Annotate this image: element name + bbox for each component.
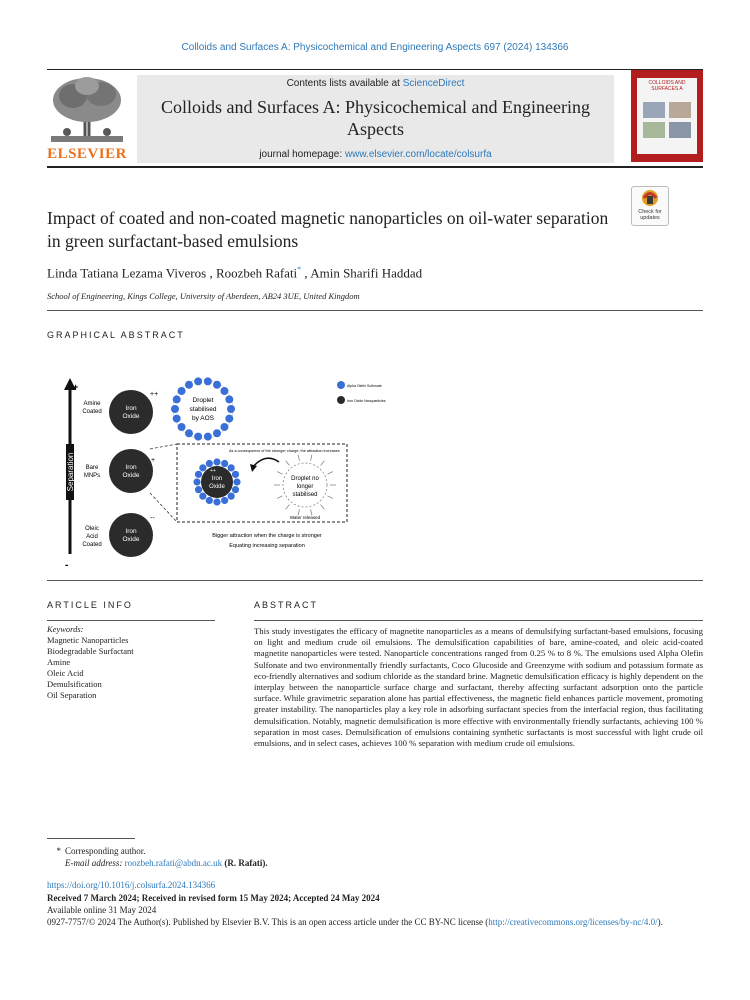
author-sep: , [304,265,311,281]
license-link[interactable]: http://creativecommons.org/licenses/by-nc/4.0/ [488,917,658,927]
aos-molecule [221,497,228,504]
journal-homepage-line [137,149,614,160]
corresponding-author-mark[interactable]: * [297,265,302,274]
particle-bare [109,449,155,493]
legend-iron-icon [337,396,345,404]
svg-text:longer: longer [296,484,314,490]
cover-title: COLLOIDS AND SURFACES A [648,80,686,92]
abstract-rule [254,620,703,621]
svg-text:stabilised: stabilised [292,492,318,498]
author-1[interactable]: Linda Tatiana Lezama Viveros [47,265,207,281]
article-history [47,893,380,916]
email-link[interactable]: roozbeh.rafati@abdn.ac.uk [124,858,223,868]
keywords-label: Keywords: [47,624,84,634]
svg-text:--: -- [150,515,155,522]
svg-text:++: ++ [150,391,159,398]
row-label-oleic: Oleic Acid Coated [82,526,102,548]
aos-molecule [225,395,233,403]
aos-molecule [171,405,179,413]
journal-citation-link[interactable]: Colloids and Surfaces A: Physicochemical and Engineering Aspects 697 (2024) 134366 [181,42,569,53]
particle-amine [109,390,158,434]
axis-label: Separation [53,450,63,494]
inset-note: As a consequence of the stronger charge, the attraction increases [229,449,340,453]
aos-molecule [213,458,220,465]
caption-line-2: Equating increasing separation [229,543,305,549]
svg-text:Oxide: Oxide [122,413,140,420]
legend-iron: Iron Oxide Nanoparticles [347,399,386,403]
aos-molecule [173,395,181,403]
unstable-droplet [274,455,336,515]
check-updates-label: Check for updates [638,209,662,221]
svg-text:Iron: Iron [125,405,137,412]
aos-molecule [195,471,202,478]
aos-molecule [228,464,235,471]
author-sep: , [209,265,216,281]
svg-text:stabilised: stabilised [189,406,217,413]
transfer-arrowhead [250,464,257,472]
contents-prefix: Contents lists available at [286,78,403,89]
aos-molecule [185,429,193,437]
license-suffix: ). [657,917,663,927]
svg-text:++: ++ [210,468,216,474]
released-ray [277,496,282,499]
svg-text:Droplet: Droplet [192,397,214,404]
aos-molecule [227,405,235,413]
aos-molecule [233,478,240,485]
article-title: Impact of coated and non-coated magnetic nanoparticles on oil-water separation in green surfactant-based emulsions [47,208,609,251]
svg-text:by AOS: by AOS [191,415,215,422]
aos-molecule [194,377,202,385]
svg-text:Oxide: Oxide [122,472,140,479]
abstract-heading: ABSTRACT [254,600,319,610]
water-released-label: Water released [289,515,321,520]
publisher-wordmark: ELSEVIER [47,146,127,162]
license-prefix: 0927-7757/© 2024 The Author(s). Published by Elsevier B.V. This is an open access article under the CC BY-NC license ( [47,917,489,927]
article-info-heading: ARTICLE INFO [47,600,133,610]
aos-molecule [185,381,193,389]
keyword[interactable]: Demulsification [47,679,102,689]
check-for-updates-button[interactable] [631,186,669,226]
header-rule-top [47,69,703,70]
section-rule [47,580,703,581]
released-ray [286,461,290,466]
article-info-rule [47,620,215,621]
check-updates-icon [632,187,668,209]
section-rule [47,310,703,311]
aos-molecule [232,471,239,478]
aos-molecule [173,415,181,423]
legend [337,381,386,404]
aos-molecule [199,464,206,471]
aos-molecule [178,387,186,395]
keyword[interactable]: Oleic Acid [47,668,84,678]
contents-line [137,78,614,89]
author-2[interactable]: Roozbeh Rafati [215,265,298,281]
journal-title: Colloids and Surfaces A: Physicochemical and Engineering Aspects [161,97,590,139]
aos-molecule [206,460,213,467]
svg-text:Oxide: Oxide [122,536,140,543]
email-label: E-mail address: [65,858,123,868]
homepage-prefix: journal homepage: [259,149,345,160]
footnote-rule [47,838,135,839]
aos-molecule [204,433,212,441]
row-label-bare: Bare MNPs [83,465,101,479]
released-ray [321,461,325,466]
aos-molecule [206,497,213,504]
corresponding-footnote [47,845,268,869]
received-dates: Received 7 March 2024; Received in revised form 15 May 2024; Accepted 24 May 2024 [47,893,380,903]
aos-molecule [232,486,239,493]
license-line [47,917,703,929]
journal-cover-thumbnail[interactable] [631,70,703,162]
stable-droplet [171,377,235,440]
axis-plus: + [73,382,79,392]
row-label-amine: Amine Coated [82,401,102,415]
legend-aos-icon [337,381,345,389]
author-list [47,265,707,281]
aos-molecule [220,423,228,431]
svg-text:Iron: Iron [125,464,137,471]
aos-molecule [220,387,228,395]
aos-molecule [178,423,186,431]
aos-molecule [228,493,235,500]
svg-text:Iron: Iron [211,476,223,482]
aos-molecule [199,493,206,500]
author-3[interactable]: Amin Sharifi Haddad [310,265,423,281]
released-ray [277,472,282,475]
svg-text:+: + [151,457,156,464]
aos-molecule [225,415,233,423]
released-ray [321,505,325,510]
legend-aos: Alpha Olefin Sulfonate [347,384,382,388]
aos-molecule [221,460,228,467]
affiliation: School of Engineering, Kings College, University of Aberdeen, AB24 3UE, United Kingdom [47,291,360,301]
abstract-body: This study investigates the efficacy of magnetite nanoparticles as a means of demulsifying surfactant-based emulsions, focusing on light and medium crude oil emulsions. The demulsification capabilities of bare, amine-coated, and oleic acid-coated magnetite nanoparticles were tested. Nanoparticle concentrations ranged from 0.25 % to 8 %. The emulsions used Alpha Olefin Sulfonate and two environmentally friendly surfactants, Coco Glucoside and Greenzyme with sodium and potassium formate as eco-friendly alternatives and sodium chloride as the standard brine. Magnetic demulsification efficacy is highly dependent on the interplay between the nanoparticle surface charge and surfactant, thereby affecting surfactant adsorption onto the particle surface. While gravimetric separation alone has partial effectiveness, the magnetic field enhances particle movement, promoting greater instability. The nanoparticles play a key role in adsorbing surfactant species from the interfacial region, thus facilitating demulsification. Notably, magnetic demulsification is more effective with environmentally friendly surfactants, achieving 100 % separation in most cases. Demulsification of emulsions containing synthetic surfactants is most successful with light crude oil emulsions, and in select cases, achieves 100 % separation with medium crude oil emulsions. [254,626,703,749]
corresponding-label: Corresponding author. [65,846,146,856]
aos-molecule [213,429,221,437]
keyword[interactable]: Biodegradable Surfactant [47,646,134,656]
keyword[interactable]: Oil Separation [47,690,97,700]
axis-minus: - [65,560,69,571]
svg-text:Iron: Iron [125,528,137,535]
released-ray [298,455,299,461]
aos-molecule [195,486,202,493]
released-ray [328,496,333,499]
svg-text:Oxide: Oxide [209,484,225,490]
graphical-abstract-figure[interactable] [47,372,386,572]
aos-molecule [213,381,221,389]
footnote-mark: * [56,846,61,856]
aos-molecule [213,498,220,505]
inset-particle [193,458,240,505]
inset-connector [150,444,177,449]
particle-oleic [109,513,155,557]
aos-molecule [204,377,212,385]
available-online: Available online 31 May 2024 [47,904,157,915]
released-ray [311,455,312,461]
aos-molecule [193,478,200,485]
svg-text:Droplet no: Droplet no [291,476,319,482]
email-name: (R. Rafati). [224,858,268,868]
sciencedirect-link[interactable]: ScienceDirect [402,78,465,89]
released-ray [328,472,333,475]
aos-molecule [194,433,202,441]
header-rule-bottom [47,166,703,168]
graphical-abstract-heading: GRAPHICAL ABSTRACT [47,330,185,340]
released-ray [286,505,290,510]
caption-line-1: Bigger attraction when the charge is stronger [212,533,322,539]
journal-homepage-link[interactable]: www.elsevier.com/locate/colsurfa [344,149,492,160]
keyword[interactable]: Amine [47,657,71,667]
keyword-list [47,635,134,701]
keyword[interactable]: Magnetic Nanoparticles [47,635,129,645]
doi-link[interactable]: https://doi.org/10.1016/j.colsurfa.2024.134366 [47,880,216,890]
axis-label-white: Separation [66,452,75,492]
